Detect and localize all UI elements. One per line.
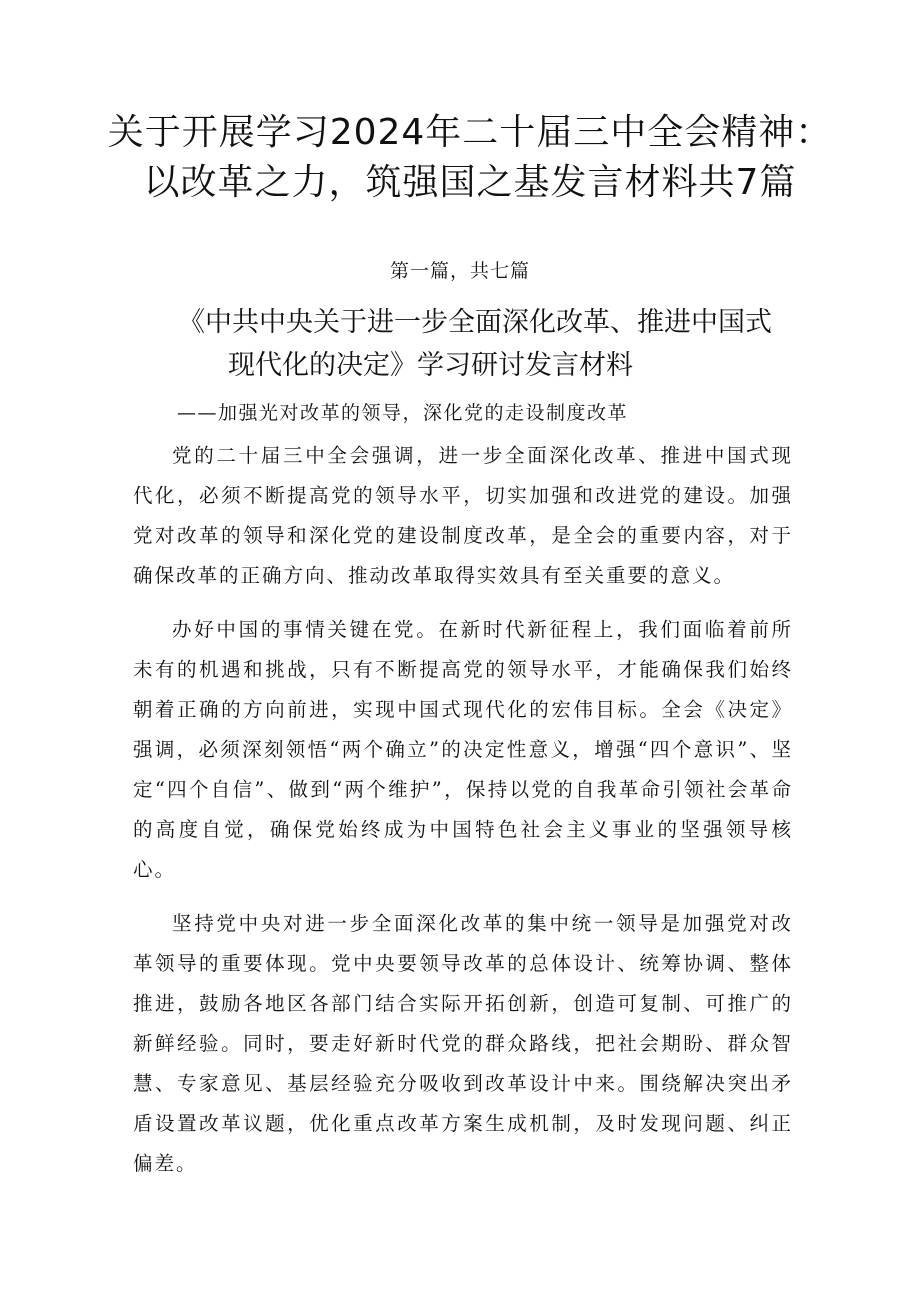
document-title-line-2: 以改革之力，筑强国之基发言材料共7篇	[143, 162, 797, 203]
article-title-line-2: 现代化的决定》学习研讨发言材料	[228, 350, 633, 381]
document-title-line-1: 关于开展学习2024年二十届三中全会精神：	[107, 112, 833, 153]
part-label: 第一篇，共七篇	[389, 260, 530, 282]
paragraph: 党的二十届三中全会强调，进一步全面深化改革、推进中国式现代化，必须不断提高党的领导水平，切实加强和改进党的建设。加强党对改革的领导和深化党的建设制度改革，是全会的重要内容，对于确保改革的正确方向、推动改革取得实效具有至关重要的意义。	[133, 444, 793, 587]
paragraph: 坚持党中央对进一步全面深化改革的集中统一领导是加强党对改革领导的重要体现。党中央要领导改革的总体设计、统筹协调、整体推进，鼓励各地区各部门结合实际开拓创新，创造可复制、可推广的新鲜经验。同时，要走好新时代党的群众路线，把社会期盼、群众智慧、专家意见、基层经验充分吸收到改革设计中来。围绕解决突出矛盾设置改革议题，优化重点改革方案生成机制，及时发现问题、纠正偏差。	[133, 912, 793, 1175]
article-title-line-1: 《中共中央关于进一步全面深化改革、推进中国式	[178, 307, 772, 338]
paragraph: 办好中国的事情关键在党。在新时代新征程上，我们面临着前所未有的机遇和挑战，只有不断提高党的领导水平，才能确保我们始终朝着正确的方向前进，实现中国式现代化的宏伟目标。全会《决定》强调，必须深刻领悟“两个确立”的决定性意义，增强“四个意识”、坚定“四个自信”、做到“两个维护”，保持以党的自我革命引领社会革命的高度自觉，确保党始终成为中国特色社会主义事业的坚强领导核心。	[133, 618, 793, 881]
body-text	[133, 436, 793, 1198]
article-subtitle: ——加强光对改革的领导，深化党的走设制度改革	[177, 402, 629, 424]
